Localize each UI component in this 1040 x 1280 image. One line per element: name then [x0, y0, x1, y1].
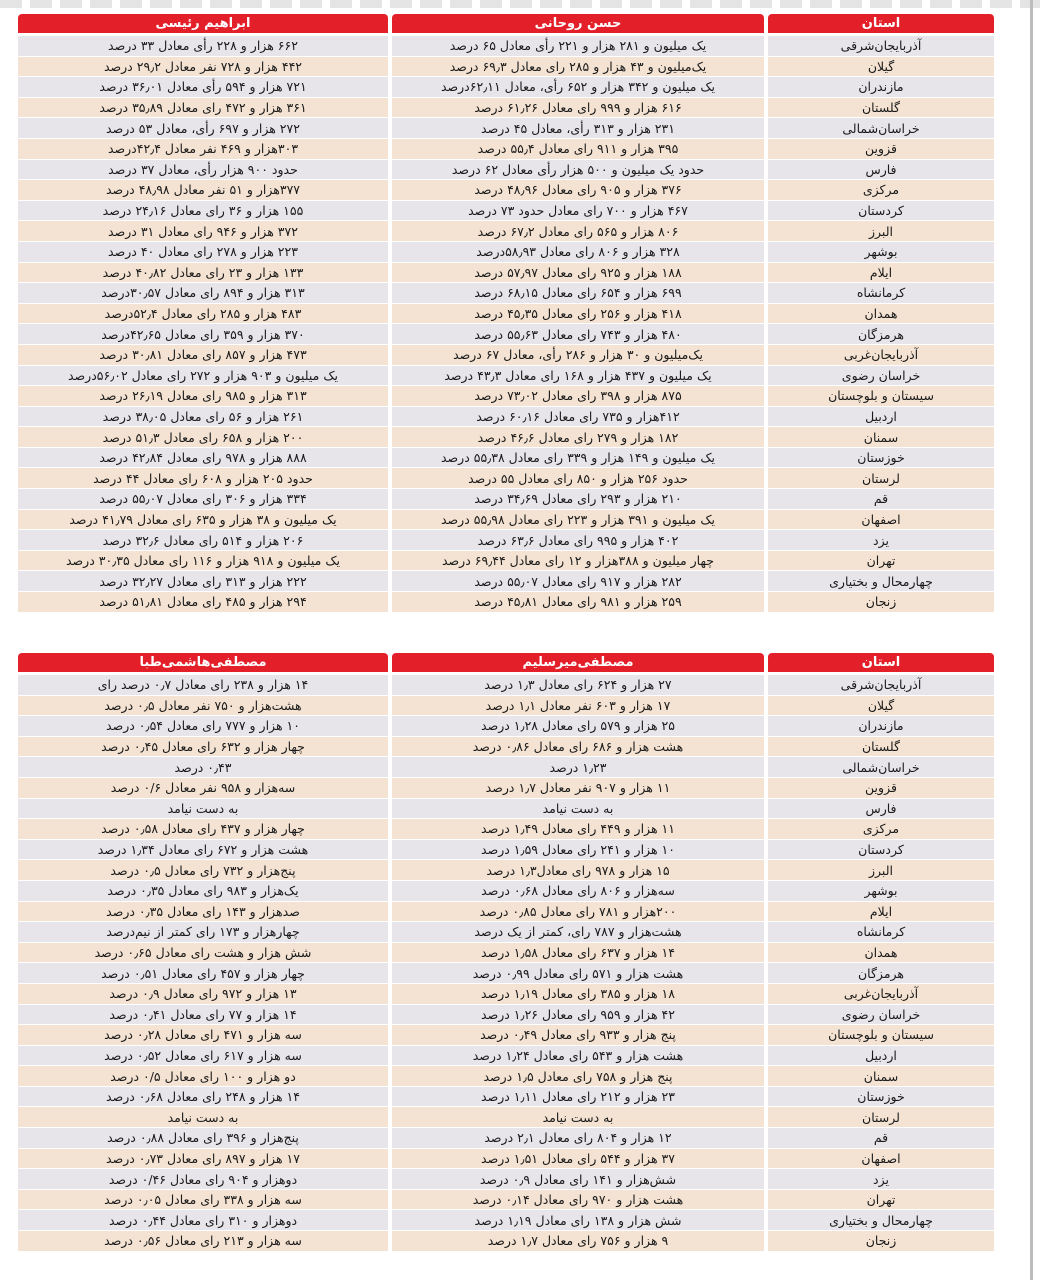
vote-cell-mid: هشت هزار و ۵۴۳ رای معادل ۱٫۲۴ درصد: [392, 1046, 764, 1067]
province-cell: چهارمحال و بختیاری: [768, 1210, 994, 1231]
province-cell: یزد: [768, 530, 994, 551]
vote-cell-mid: ۴۶۷ هزار و ۷۰۰ رای معادل حدود ۷۳ درصد: [392, 201, 764, 222]
vote-cell-left: ۳۱۳ هزار و ۹۸۵ رای معادل ۲۶٫۱۹ درصد: [18, 386, 388, 407]
vote-cell-mid: ۱۵ هزار و ۹۷۸ رای معادل۱٫۳ درصد: [392, 860, 764, 881]
province-cell: گیلان: [768, 696, 994, 717]
vote-cell-mid: ۶۹۹ هزار و ۶۵۴ رای معادل ۶۸٫۱۵ درصد: [392, 283, 764, 304]
vote-cell-left: پنج‌هزار و ۳۹۶ رای معادل ۰٫۸۸ درصد: [18, 1128, 388, 1149]
vote-cell-mid: یک میلیون و ۳۹۱ هزار و ۲۲۳ رای معادل ۵۵٫۹۸ درصد: [392, 510, 764, 531]
province-cell: تهران: [768, 551, 994, 572]
vote-cell-mid: ۱٫۲۳ درصد: [392, 757, 764, 778]
vote-cell-mid: حدود یک میلیون و ۵۰۰ هزار رأی معادل ۶۲ درصد: [392, 160, 764, 181]
province-cell: خوزستان: [768, 1087, 994, 1108]
province-cell: آذربایجان‌غربی: [768, 345, 994, 366]
top-caption-strip: [0, 0, 1040, 8]
header-candidate-raisi: ابراهیم رئیسی: [18, 14, 388, 36]
vote-cell-mid: ۱۱ هزار و ۴۴۹ رای معادل ۱٫۴۹ درصد: [392, 819, 764, 840]
vote-cell-mid: ۲۳ هزار و ۲۱۲ رای معادل ۱٫۱۱ درصد: [392, 1087, 764, 1108]
vote-cell-left: ۷۲۱ هزار و ۵۹۴ رأی معادل ۳۶٫۰۱ درصد: [18, 77, 388, 98]
province-cell: تهران: [768, 1190, 994, 1211]
vote-cell-left: ۱۳۳ هزار و ۲۳ رای معادل ۴۰٫۸۲ درصد: [18, 263, 388, 284]
province-cell: یزد: [768, 1169, 994, 1190]
vote-cell-mid: ۱۷ هزار و ۶۰۳ نفر معادل ۱٫۱ درصد: [392, 696, 764, 717]
province-cell: هرمزگان: [768, 324, 994, 345]
page-edge-line: [1030, 0, 1033, 1280]
table-row: [18, 819, 994, 840]
province-cell: ایلام: [768, 902, 994, 923]
vote-cell-mid: ۱۸۲ هزار و ۲۷۹ رای معادل ۴۶٫۶ درصد: [392, 427, 764, 448]
table-row: [18, 799, 994, 820]
vote-cell-left: ۴۷۳ هزار و ۸۵۷ رای معادل ۳۰٫۸۱ درصد: [18, 345, 388, 366]
province-cell: مازندران: [768, 716, 994, 737]
vote-cell-left: ۲۲۳ هزار و ۲۷۸ رای معادل ۴۰ درصد: [18, 242, 388, 263]
vote-cell-left: سه هزار و ۲۱۳ رای معادل ۰٫۵۶ درصد: [18, 1231, 388, 1252]
table-row: [18, 1169, 994, 1190]
vote-cell-left: ۲۷۲ هزار و ۶۹۷ رأی، معادل ۵۳ درصد: [18, 118, 388, 139]
table-body: [18, 36, 994, 613]
table-row: [18, 530, 994, 551]
vote-cell-left: ۳۳۴ هزار و ۳۰۶ رای معادل ۵۵٫۰۷ درصد: [18, 489, 388, 510]
vote-cell-mid: حدود ۲۵۶ هزار و ۸۵۰ رای معادل ۵۵ درصد: [392, 468, 764, 489]
table-body: [18, 675, 994, 1252]
table-row: [18, 57, 994, 78]
table-row: [18, 118, 994, 139]
vote-cell-mid: ۳۹۵ هزار و ۹۱۱ رای معادل ۵۵٫۴ درصد: [392, 139, 764, 160]
vote-cell-mid: ۱۲ هزار و ۸۰۴ رای معادل ۲٫۱ درصد: [392, 1128, 764, 1149]
table-row: [18, 1107, 994, 1128]
province-cell: قزوین: [768, 778, 994, 799]
province-cell: آذربایجان‌غربی: [768, 984, 994, 1005]
vote-cell-left: به دست نیامد: [18, 799, 388, 820]
vote-cell-left: دوهزار و ۹۰۴ رای معادل ۰/۴۶ درصد: [18, 1169, 388, 1190]
province-cell: البرز: [768, 221, 994, 242]
vote-cell-mid: یک میلیون و ۱۴۹ هزار و ۳۳۹ رای معادل ۵۵٫۳۸ درصد: [392, 448, 764, 469]
vote-cell-left: ۱۴ هزار و ۲۴۸ رای معادل ۰٫۶۸ درصد: [18, 1087, 388, 1108]
vote-cell-left: حدود ۹۰۰ هزار رأی، معادل ۳۷ درصد: [18, 160, 388, 181]
vote-cell-mid: ۴۰۲ هزار و ۹۹۵ رای معادل ۶۳٫۶ درصد: [392, 530, 764, 551]
province-cell: کردستان: [768, 201, 994, 222]
vote-cell-left: یک میلیون و ۹۱۸ هزار و ۱۱۶ رای معادل ۳۰٫۳۵ درصد: [18, 551, 388, 572]
header-candidate-mirsalim: مصطفی‌میرسلیم: [392, 653, 764, 675]
table-row: [18, 757, 994, 778]
province-cell: زنجان: [768, 1231, 994, 1252]
vote-cell-mid: چهار میلیون و ۳۸۸هزار و ۱۲ رای معادل ۶۹٫۴۴ درصد: [392, 551, 764, 572]
table-row: [18, 427, 994, 448]
table-row: [18, 963, 994, 984]
vote-cell-left: ۲۲۲ هزار و ۳۱۳ رای معادل ۳۲٫۲۷ درصد: [18, 571, 388, 592]
vote-cell-left: ۳۱۳ هزار و ۸۹۴ رای معادل ۳۰٫۵۷درصد: [18, 283, 388, 304]
table-row: [18, 489, 994, 510]
table-header-row: [18, 14, 994, 36]
table-row: [18, 571, 994, 592]
table-row: [18, 263, 994, 284]
table-row: [18, 180, 994, 201]
vote-cell-mid: یک میلیون و ۴۳۷ هزار و ۱۶۸ رای معادل ۴۳٫۳ درصد: [392, 366, 764, 387]
vote-cell-left: ۱۷ هزار و ۸۹۷ رای معادل ۰٫۷۳ درصد: [18, 1149, 388, 1170]
vote-cell-mid: ۲۵ هزار و ۵۷۹ رای معادل ۱٫۲۸ درصد: [392, 716, 764, 737]
vote-cell-mid: به دست نیامد: [392, 799, 764, 820]
vote-cell-mid: ۲۱۰ هزار و ۲۹۳ رای معادل ۳۴٫۶۹ درصد: [392, 489, 764, 510]
province-cell: گلستان: [768, 737, 994, 758]
vote-cell-mid: ۲۰۰هزار و ۷۸۱ رای معادل ۰٫۸۵ درصد: [392, 902, 764, 923]
vote-cell-mid: ۴۸۰ هزار و ۷۴۳ رای معادل ۵۵٫۶۳ درصد: [392, 324, 764, 345]
table-row: [18, 551, 994, 572]
table-row: [18, 345, 994, 366]
vote-cell-left: ۲۶۱ هزار و ۵۶ رای معادل ۳۸٫۰۵ درصد: [18, 407, 388, 428]
vote-cell-mid: شش هزار و ۱۳۸ رای معادل ۱٫۱۹ درصد: [392, 1210, 764, 1231]
province-cell: اردبیل: [768, 1046, 994, 1067]
province-cell: خراسان‌شمالی: [768, 757, 994, 778]
table-row: [18, 1046, 994, 1067]
province-cell: اصفهان: [768, 510, 994, 531]
province-cell: آذربایجان‌شرقی: [768, 675, 994, 696]
vote-cell-mid: ۳۲۸ هزار و ۸۰۶ رای معادل ۵۸٫۹۳درصد: [392, 242, 764, 263]
table-row: [18, 943, 994, 964]
table-row: [18, 716, 994, 737]
table-row: [18, 984, 994, 1005]
vote-cell-left: هشت‌هزار و ۷۵۰ نفر معادل ۰٫۵ درصد: [18, 696, 388, 717]
vote-cell-left: ۴۸۳ هزار و ۲۸۵ رای معادل ۵۲٫۴درصد: [18, 304, 388, 325]
province-cell: فارس: [768, 160, 994, 181]
table-row: [18, 1025, 994, 1046]
province-cell: اردبیل: [768, 407, 994, 428]
province-cell: سمنان: [768, 427, 994, 448]
province-cell: لرستان: [768, 1107, 994, 1128]
vote-cell-left: یک‌هزار و ۹۸۳ رای معادل ۰٫۳۵ درصد: [18, 881, 388, 902]
table-row: [18, 221, 994, 242]
vote-cell-mid: ۳۷ هزار و ۵۴۴ رای معادل ۱٫۵۱ درصد: [392, 1149, 764, 1170]
province-cell: سیستان و بلوچستان: [768, 1025, 994, 1046]
vote-cell-mid: به دست نیامد: [392, 1107, 764, 1128]
table-row: [18, 139, 994, 160]
vote-cell-mid: یک‌میلیون و ۳۰ هزار و ۲۸۶ رأی، معادل ۶۷ درصد: [392, 345, 764, 366]
vote-cell-left: ۰٫۴۳ درصد: [18, 757, 388, 778]
province-cell: سیستان و بلوچستان: [768, 386, 994, 407]
vote-cell-mid: ۸۷۵ هزار و ۳۹۸ رای معادل ۷۳٫۰۲ درصد: [392, 386, 764, 407]
vote-cell-mid: ۲۸۲ هزار و ۹۱۷ رای معادل ۵۵٫۰۷ درصد: [392, 571, 764, 592]
table-row: [18, 386, 994, 407]
province-cell: آذربایجان‌شرقی: [768, 36, 994, 57]
province-cell: زنجان: [768, 592, 994, 613]
province-cell: سمنان: [768, 1066, 994, 1087]
header-candidate-hashemitaba: مصطفی‌هاشمی‌طبا: [18, 653, 388, 675]
vote-cell-left: سه هزار و ۳۳۸ رای معادل ۰٫۰۵ درصد: [18, 1190, 388, 1211]
vote-cell-left: ۱۳ هزار و ۹۷۲ رای معادل ۰٫۹ درصد: [18, 984, 388, 1005]
vote-cell-mid: ۱۸ هزار و ۳۸۵ رای معادل ۱٫۱۹ درصد: [392, 984, 764, 1005]
province-cell: بوشهر: [768, 881, 994, 902]
vote-cell-left: سه هزار و ۶۱۷ رای معادل ۰٫۵۲ درصد: [18, 1046, 388, 1067]
vote-cell-left: دوهزار و ۳۱۰ رای معادل ۰٫۴۴ درصد: [18, 1210, 388, 1231]
vote-cell-mid: ۲۵۹ هزار و ۹۸۱ رای معادل ۴۵٫۸۱ درصد: [392, 592, 764, 613]
vote-cell-left: چهار هزار و ۶۳۲ رای معادل ۰٫۴۵ درصد: [18, 737, 388, 758]
vote-cell-mid: یک‌میلیون و ۴۳ هزار و ۲۸۵ رای معادل ۶۹٫۳ درصد: [392, 57, 764, 78]
province-cell: البرز: [768, 860, 994, 881]
vote-cell-mid: ۱۴ هزار و ۶۳۷ رای معادل ۱٫۵۸ درصد: [392, 943, 764, 964]
table-row: [18, 1128, 994, 1149]
table-row: [18, 840, 994, 861]
vote-cell-mid: ۲۳۱ هزار و ۳۱۳ رأی، معادل ۴۵ درصد: [392, 118, 764, 139]
vote-cell-left: چهار هزار و ۴۵۷ رای معادل ۰٫۵۱ درصد: [18, 963, 388, 984]
province-cell: خوزستان: [768, 448, 994, 469]
table-row: [18, 304, 994, 325]
vote-cell-mid: ۳۷۶ هزار و ۹۰۵ رای معادل ۴۸٫۹۶ درصد: [392, 180, 764, 201]
province-cell: قزوین: [768, 139, 994, 160]
vote-cell-mid: ۱۸۸ هزار و ۹۲۵ رای معادل ۵۷٫۹۷ درصد: [392, 263, 764, 284]
table-row: [18, 881, 994, 902]
table-row: [18, 242, 994, 263]
table-row: [18, 510, 994, 531]
vote-cell-left: ۳۷۰ هزار و ۳۵۹ رای معادل ۴۲٫۶۵درصد: [18, 324, 388, 345]
table-row: [18, 1190, 994, 1211]
table-row: [18, 77, 994, 98]
vote-cell-left: ۱۴ هزار و ۷۷ رای معادل ۰٫۴۱ درصد: [18, 1005, 388, 1026]
vote-cell-left: سه هزار و ۴۷۱ رای معادل ۰٫۲۸ درصد: [18, 1025, 388, 1046]
province-cell: کرمانشاه: [768, 283, 994, 304]
table-row: [18, 98, 994, 119]
table-row: [18, 592, 994, 613]
province-cell: لرستان: [768, 468, 994, 489]
table-row: [18, 860, 994, 881]
vote-cell-left: ۱۴ هزار و ۲۳۸ رای معادل ۰٫۷ درصد رای: [18, 675, 388, 696]
province-cell: چهارمحال و بختیاری: [768, 571, 994, 592]
vote-cell-left: ۳۰۳هزار و ۴۶۹ نفر معادل ۴۲٫۴درصد: [18, 139, 388, 160]
province-cell: فارس: [768, 799, 994, 820]
vote-cell-mid: یک میلیون و ۳۴۲ هزار و ۶۵۲ رأی، معادل ۶۲٫۱۱درصد: [392, 77, 764, 98]
vote-cell-mid: ۲۷ هزار و ۶۲۴ رای معادل ۱٫۳ درصد: [392, 675, 764, 696]
table-row: [18, 1087, 994, 1108]
vote-cell-left: صدهزار و ۱۴۳ رای معادل ۰٫۳۵ درصد: [18, 902, 388, 923]
vote-cell-left: ۴۴۲ هزار و ۷۲۸ نفر معادل ۲۹٫۲ درصد: [18, 57, 388, 78]
table-row: [18, 1066, 994, 1087]
table-row: [18, 448, 994, 469]
vote-cell-mid: یک میلیون و ۲۸۱ هزار و ۲۲۱ رأی معادل ۶۵ درصد: [392, 36, 764, 57]
province-cell: هرمزگان: [768, 963, 994, 984]
vote-cell-left: پنج‌هزار و ۷۳۲ رای معادل ۰٫۵ درصد: [18, 860, 388, 881]
table-row: [18, 407, 994, 428]
table-row: [18, 366, 994, 387]
vote-cell-mid: شش‌هزار و ۱۴۱ رای معادل ۰٫۹ درصد: [392, 1169, 764, 1190]
province-cell: همدان: [768, 304, 994, 325]
table-row: [18, 696, 994, 717]
province-cell: خراسان رضوی: [768, 1005, 994, 1026]
header-province: استان: [768, 653, 994, 675]
province-cell: همدان: [768, 943, 994, 964]
province-cell: مرکزی: [768, 819, 994, 840]
table-row: [18, 1210, 994, 1231]
table-row: [18, 778, 994, 799]
vote-cell-left: ۲۰۰ هزار و ۶۵۸ رای معادل ۵۱٫۳ درصد: [18, 427, 388, 448]
vote-cell-mid: ۴۲ هزار و ۹۵۹ رای معادل ۱٫۲۶ درصد: [392, 1005, 764, 1026]
vote-cell-left: حدود ۲۰۵ هزار و ۶۰۸ رای معادل ۴۴ درصد: [18, 468, 388, 489]
table-row: [18, 1231, 994, 1252]
vote-cell-left: یک میلیون و ۹۰۳ هزار و ۲۷۲ رای معادل ۵۶٫۰۲درصد: [18, 366, 388, 387]
vote-cell-mid: هشت هزار و ۵۷۱ رای معادل ۰٫۹۹ درصد: [392, 963, 764, 984]
vote-cell-left: ۳۷۲ هزار و ۹۴۶ رای معادل ۳۱ درصد: [18, 221, 388, 242]
province-cell: کرمانشاه: [768, 922, 994, 943]
vote-cell-mid: ۸۰۶ هزار و ۵۶۵ رای معادل ۶۷٫۲ درصد: [392, 221, 764, 242]
vote-cell-mid: سه‌هزار و ۸۰۶ رای معادل ۰٫۶۸ درصد: [392, 881, 764, 902]
province-cell: خراسان رضوی: [768, 366, 994, 387]
vote-cell-left: دو هزار و ۱۰۰ رای معادل ۰/۵ درصد: [18, 1066, 388, 1087]
province-cell: گیلان: [768, 57, 994, 78]
vote-cell-left: ۶۶۲ هزار و ۲۲۸ رأی معادل ۳۳ درصد: [18, 36, 388, 57]
results-table-mirsalim-hashemitaba: [14, 653, 998, 1252]
vote-cell-left: ۳۶۱ هزار و ۴۷۲ رای معادل ۳۵٫۸۹ درصد: [18, 98, 388, 119]
province-cell: قم: [768, 489, 994, 510]
vote-cell-left: ۱۵۵ هزار و ۳۶ رای معادل ۲۴٫۱۶ درصد: [18, 201, 388, 222]
table-row: [18, 1005, 994, 1026]
vote-cell-left: یک میلیون و ۳۸ هزار و ۶۳۵ رای معادل ۴۱٫۷۹ درصد: [18, 510, 388, 531]
header-candidate-rouhani: حسن روحانی: [392, 14, 764, 36]
vote-cell-left: هشت هزار و ۶۷۲ رای معادل ۱٫۳۴ درصد: [18, 840, 388, 861]
province-cell: ایلام: [768, 263, 994, 284]
table-row: [18, 283, 994, 304]
table-row: [18, 675, 994, 696]
vote-cell-mid: هشت هزار و ۹۷۰ رای معادل ۰٫۱۴ درصد: [392, 1190, 764, 1211]
vote-cell-left: ۱۰ هزار و ۷۷۷ رای معادل ۰٫۵۴ درصد: [18, 716, 388, 737]
results-table-rouhani-raisi: [14, 14, 998, 613]
province-cell: اصفهان: [768, 1149, 994, 1170]
vote-cell-left: ۸۸۸ هزار و ۹۷۸ رای معادل ۴۲٫۸۴ درصد: [18, 448, 388, 469]
table-row: [18, 922, 994, 943]
vote-cell-mid: ۴۱۸ هزار و ۲۵۶ رای معادل ۴۵٫۳۵ درصد: [392, 304, 764, 325]
vote-cell-mid: ۱۰ هزار و ۲۴۱ رای معادل ۱٫۵۹ درصد: [392, 840, 764, 861]
header-province: استان: [768, 14, 994, 36]
province-cell: قم: [768, 1128, 994, 1149]
province-cell: بوشهر: [768, 242, 994, 263]
table-row: [18, 737, 994, 758]
vote-cell-mid: ۹ هزار و ۷۵۶ رای معادل ۱٫۷ درصد: [392, 1231, 764, 1252]
table-header-row: [18, 653, 994, 675]
vote-cell-left: شش هزار و هشت رای معادل ۰٫۶۵ درصد: [18, 943, 388, 964]
vote-cell-left: به دست نیامد: [18, 1107, 388, 1128]
vote-cell-left: سه‌هزار و ۹۵۸ نفر معادل ۰/۶ درصد: [18, 778, 388, 799]
table-row: [18, 324, 994, 345]
vote-cell-mid: پنج هزار و ۷۵۸ رای معادل ۱٫۵ درصد: [392, 1066, 764, 1087]
table-row: [18, 468, 994, 489]
province-cell: کردستان: [768, 840, 994, 861]
province-cell: مرکزی: [768, 180, 994, 201]
vote-cell-mid: ۶۱۶ هزار و ۹۹۹ رای معادل ۶۱٫۲۶ درصد: [392, 98, 764, 119]
vote-cell-left: چهار هزار و ۴۳۷ رای معادل ۰٫۵۸ درصد: [18, 819, 388, 840]
table-row: [18, 160, 994, 181]
province-cell: خراسان‌شمالی: [768, 118, 994, 139]
vote-cell-mid: هشت‌هزار و ۷۸۷ رای، کمتر از یک درصد: [392, 922, 764, 943]
vote-cell-mid: ۴۱۲هزار و ۷۳۵ رای معادل ۶۰٫۱۶ درصد: [392, 407, 764, 428]
vote-cell-mid: هشت هزار و ۶۸۶ رای معادل ۰٫۸۶ درصد: [392, 737, 764, 758]
vote-cell-left: ۲۹۴ هزار و ۴۸۵ رای معادل ۵۱٫۸۱ درصد: [18, 592, 388, 613]
vote-cell-left: ۲۰۶ هزار و ۵۱۴ رای معادل ۳۲٫۶ درصد: [18, 530, 388, 551]
province-cell: مازندران: [768, 77, 994, 98]
province-cell: گلستان: [768, 98, 994, 119]
table-row: [18, 1149, 994, 1170]
vote-cell-mid: ۱۱ هزار و ۹۰۷ نفر معادل ۱٫۷ درصد: [392, 778, 764, 799]
vote-cell-mid: پنج هزار و ۹۳۳ رای معادل ۰٫۴۹ درصد: [392, 1025, 764, 1046]
table-row: [18, 36, 994, 57]
vote-cell-left: ۳۷۷هزار و ۵۱ نفر معادل ۴۸٫۹۸ درصد: [18, 180, 388, 201]
table-row: [18, 201, 994, 222]
table-row: [18, 902, 994, 923]
vote-cell-left: چهارهزار و ۱۷۳ رای کمتر از نیم‌درصد: [18, 922, 388, 943]
